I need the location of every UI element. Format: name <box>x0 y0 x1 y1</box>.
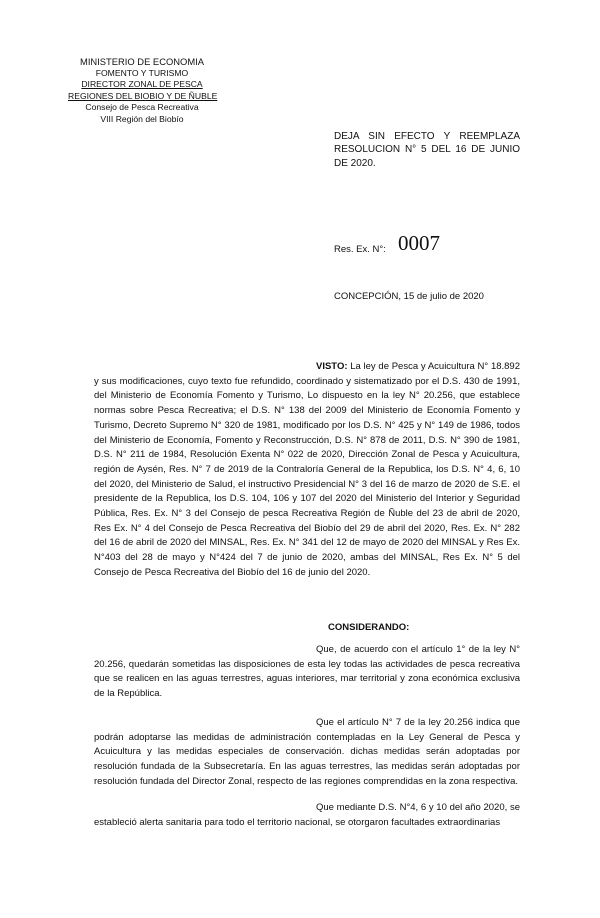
header-line-region: VIII Región del Biobío <box>100 113 184 124</box>
considerando-paragraph-1: Que, de acuerdo con el artículo 1° de la ley N° 20.256, quedarán sometidas las disposiciones de esta ley todas las actividades de pesca recreativa que se realicen en las aguas terrestres, aguas interiores, mar territorial y zona económica exclusiva de la República. <box>94 644 520 700</box>
visto-lead: VISTO: <box>316 361 348 372</box>
resolution-label: Res. Ex. N°: <box>334 244 386 255</box>
resolution-number-block <box>334 231 440 255</box>
reference-subject: DEJA SIN EFECTO Y REEMPLAZA RESOLUCION N° 5 DEL 16 DE JUNIO DE 2020. <box>334 131 520 169</box>
header-line-ministry: MINISTERIO DE ECONOMIA <box>80 56 204 67</box>
place-date: CONCEPCIÓN, 15 de julio de 2020 <box>334 291 484 302</box>
visto-paragraph <box>94 360 520 581</box>
header-line-regions: REGIONES DEL BIOBIO Y DE ÑUBLE <box>68 90 218 101</box>
considerando-paragraph-3: Que mediante D.S. N°4, 6 y 10 del año 2020, se estableció alerta sanitaria para todo el territorio nacional, se otorgaron facultades extraordinarias <box>94 802 520 828</box>
resolution-number: 0007 <box>398 231 440 255</box>
considerando-paragraph-2: Que el artículo N° 7 de la ley 20.256 indica que podrán adoptarse las medidas de administración contempladas en la Ley General de Pesca y Acuicultura y las medidas especiales de conservación. dichas medidas serán adoptadas por resolución fundada de la Subsecretaría. En las aguas terrestres, las medidas serán adoptadas por resolución fundada del Director Zonal, respecto de las regiones comprendidas en la zona respectiva. <box>94 717 520 787</box>
header-line-council: Consejo de Pesca Recreativa <box>85 102 199 113</box>
considerando-title: CONSIDERANDO: <box>328 622 410 633</box>
ministry-header <box>68 56 216 126</box>
header-line-director: DIRECTOR ZONAL DE PESCA <box>81 79 203 90</box>
visto-text: La ley de Pesca y Acuicultura N° 18.892 y sus modificaciones, cuyo texto fue refundido, coordinado y sistematizado por el D.S. 430 de 1991, del Ministerio de Economía Fomento y Turismo, Lo dispuesto en la ley N° 20.256, que establece normas sobre Pesca Recreativa; el D.S. N° 138 del 2009 del Ministerio de Economía Fomento y Turismo, Decreto Supremo N° 320 de 1981, modificado por los D.S. N° 425 y N° 149 de 1986, todos del Ministerio de Economía, Fomento y Reconstrucción, D.S. N° 878 de 2011, D.S. N° 390 de 1981, D.S. N° 211 de 1984, Resolución Exenta N° 022 de 2020, Dirección Zonal de Pesca y Acuicultura, región de Aysén, Res. N° 7 de 2019 de la Contraloría General de la Republica, los D.S. N° 4, 6, 10 del 2020, del Ministerio de Salud, el instructivo Presidencial N° 3 del 16 de marzo de 2020 de S.E. el presidente de la Republica, los D.S. 104, 106 y 107 del 2020 del Ministerio del Interior y Seguridad Pública, Res. Ex. N° 3 del Consejo de pesca Recreativa Región de Ñuble del 23 de abril de 2020, Res Ex. N° 4 del Consejo de Pesca Recreativa del Biobío del 29 de abril del 2020, Res. Ex. N° 282 del 16 de abril de 2020 del MINSAL, Res. Ex. N° 341 del 12 de mayo de 2020 del MINSAL y Res Ex. N°403 del 28 de mayo y N°424 del 7 de junio de 2020, ambas del MINSAL, Res Ex. N° 5 del Consejo de Pesca Recreativa del Biobío del 16 de junio del 2020. <box>94 361 520 578</box>
header-line-fomento: FOMENTO Y TURISMO <box>95 67 189 78</box>
